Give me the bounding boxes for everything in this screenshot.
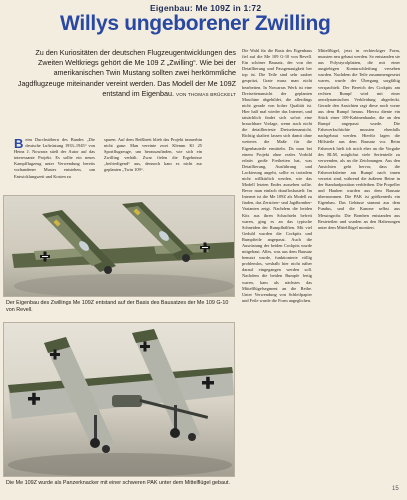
column-4-text: Mittelflügel, jetzt in rechteckiger Form, mussten neu gebaut werden. So entstanden sie aus Polystyrolplatten, die mit einer ausgiebigen Konturschleifung versehen wurden. Nachdem die Teile zusammengesetzt waren, wurde der Übergang sorgfältig verspachtelt. Der Bereich des Cockpits am rechten Rumpf wird mit einer aerodynamischen Verkleidung abgedeckt. Gerade den Ansichten ragt diese noch vorne aus dem Rumpf heraus. Hierzu diente ein Stück einer 109-Kabinenhaube, die an den Rumpf angepasst wurde. Die Fahrwerkschächte mussten ebenfalls nachgebaut werden. Hierfür lagen die Hilfsteile aus dem Bausatz vor. Beim Fahrwerk hielt ich mich eher an die Vorgabe des RLM, möglichst viele Serienteile zu verwenden, als an die Zeichnungen. Aus den Ansichten geht hervor, dass die Fahrwerksbeine am Rumpf nach innen versetzt sind, während die äußeren Beine in der Standardposition verbleiben. Die Propeller und Hauben wurden aus dem Bausatz übernommen. Die PAK ist größtenteils ein Eigenbau. Das Gehäuse stammt aus dem Fundus, und die Kanone selbst aus Messingrohr. Die Bomben entstanden aus Resteteilen und wurden an den Halterungen unter dem Mittelflügel montiert. (318, 48, 400, 230)
article-column-3 (242, 48, 312, 476)
article-column-2 (104, 137, 202, 193)
article-column-1 (14, 137, 95, 193)
kicker: Eigenbau: Me 109Z in 1:72 (150, 3, 262, 13)
page-number: 15 (392, 486, 399, 492)
article-column-4 (318, 48, 400, 478)
caption-photo-1: Der Eigenbau des Zwillings Me 109Z entstand auf der Basis des Bausatzes der Me 109 G-10 von Revell. (6, 300, 229, 313)
twin-aircraft-illustration-1 (4, 196, 235, 297)
lead-text: Zu den Kuriositäten der deutschen Flugzeugentwicklungen des Zweiten Weltkriegs gehört die Me 109 Z „Zwilling“. Wie bei der amerikanischen Twin Mustang sollten zwei herkömmliche Jagdflugzeuge miteinander vereint werden. Das Modell der Me 109Z entstand im Eigenbau. (17, 48, 236, 98)
column-3-text: Die Wahl für die Basis des Eigenbaus fiel auf die Me 109 G-10 von Revell. Ein schöner Bausatz, der von der Detaillierung und Passgenauigkeit her top ist. Die Teile sind sehr sauber gespritzt, Grate muss man nicht bearbeiten. In Nowarras Werk ist eine Dreiseitenansicht der geplanten Maschine abgebildet, die allerdings nicht gerade von hoher Qualität ist. Hier half mal wieder das Internet, und tatsächlich findet sich sofort eine brauchbare Vorlage, wenn auch nicht die detaillierteste Dreiseitenansicht. Richtig skaliert lassen sich damit ohne weiteres die Maße für die Eigenbauteile ermitteln. Da man bei einem Projekt ohne reales Vorbild relativ große Freiheiten hat, was Detaillierung, Ausführung und Lackierung angeht, sollte es trotzdem nicht willkürlich werden, wie das Modell letzten Endes aussehen sollte. Bevor man einfach drauflosbastelt: Im Internet ist die Me 109Z als Modell zu finden, das Zerstörer- und Jagdbomber-Varianten zeigt. Nachdem die beiden Kits aus ihren Schachteln befreit waren, ging es an das typische Schneiden der Rumpfhälften. Mit viel Geduld wurden die Cockpits und Rumpfteile angepasst. Auch die Ausrüstung der beiden Cockpits wurde mitgebaut. Alles, was aus dem Bausatz benutzt wurde, funktionierte völlig problemlos, weshalb hier nicht näher darauf eingegangen werden soll. Nachdem die beiden Rumpfe fertig waren, kam als nächstes das Mittelflügelsegment an die Reihe. Unter Verwendung von Schleifpapier und Feile wurde die Form angeglichen. (242, 48, 312, 303)
headline: Willys ungeborener Zwilling (60, 12, 331, 35)
photo-model-top (3, 195, 235, 297)
column-2-text: sparen. Auf dem Reißbrett blieb das Projekt immerhin nicht ganz: Man vereinte zwei Klemm Kl 25 Sportflugzeuge, um herauszufinden, wie sich ein Zwilling verhält. Zwar fielen die Ergebnisse „befriedigend“ aus, dennoch kam es nicht zur geplanten „Twin 109“. (104, 137, 202, 173)
drop-cap: B (14, 137, 24, 151)
lead-paragraph (14, 48, 236, 100)
byline: VON THOMAS BRÜCKELT (175, 91, 236, 97)
column-1-text: eim Durchstöbern des Bandes „Die deutsche Luftrüstung 1933–1945“ von Heinz J. Nowarra stieß der Autor auf das interessante Projekt. Es sollte ein neues Kampfflugzeug unter Verwendung bereits vorhandener Muster entstehen, um Entwicklungszeit und Kosten zu (14, 137, 95, 179)
photo-model-underside (3, 322, 235, 477)
twin-aircraft-illustration-2 (4, 323, 235, 477)
caption-photo-2: Die Me 109Z wurde als Panzerknacker mit einer schweren PAK unter dem Mittelflügel gebaut. (6, 480, 231, 486)
